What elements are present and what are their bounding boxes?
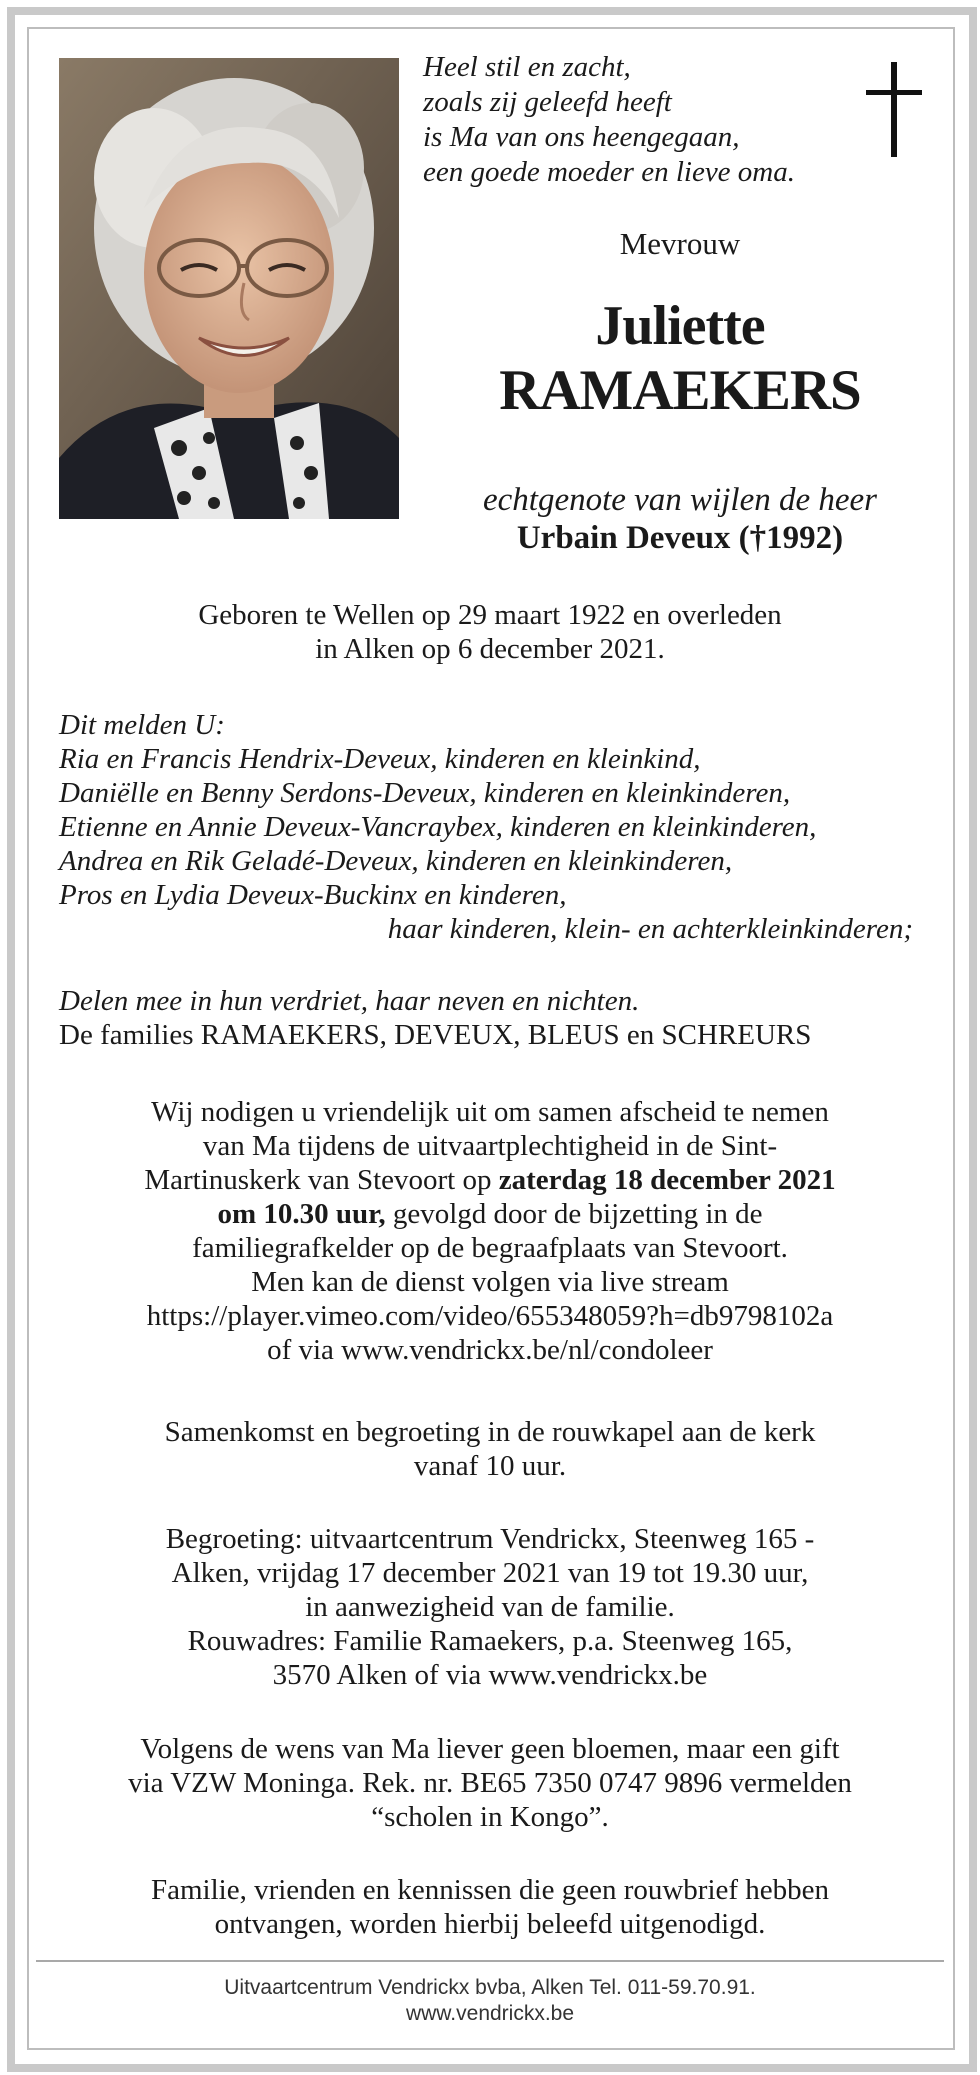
ceremony-text [40, 1095, 940, 1367]
portrait-photo [59, 58, 399, 519]
wishes-text [40, 1732, 940, 1834]
stream-link[interactable]: https://player.vimeo.com/video/655348059?h=db9798102a [146, 1300, 834, 1332]
text-line: Samenkomst en begroeting in de rouwkapel aan de kerk [164, 1416, 816, 1448]
announcer-line: Daniëlle en Benny Serdons-Deveux, kinderen en kleinkinderen, [59, 777, 791, 809]
text-line: Wij nodigen u vriendelijk uit om samen afscheid te nemen [151, 1096, 829, 1128]
spouse-block [420, 480, 940, 556]
poem [423, 50, 843, 190]
announcer-line: Etienne en Annie Deveux-Vancraybex, kinderen en kleinkinderen, [59, 811, 817, 843]
announcers-list [59, 708, 939, 946]
text-line: in aanwezigheid van de familie. [305, 1591, 675, 1623]
poem-line: een goede moeder en lieve oma. [423, 156, 796, 188]
deceased-name-block [420, 224, 940, 424]
condolence-link[interactable]: of via www.vendrickx.be/nl/condoleer [267, 1334, 713, 1366]
text-line: Volgens de wens van Ma liever geen bloemen, maar een gift [140, 1733, 840, 1765]
text-line: Begroeting: uitvaartcentrum Vendrickx, Steenweg 165 - [165, 1523, 815, 1555]
announcers-intro: Dit melden U: [59, 709, 225, 741]
text-line: Rouwadres: Familie Ramaekers, p.a. Steenweg 165, [187, 1625, 793, 1657]
portrait-illustration [59, 58, 399, 519]
relatives-text [59, 984, 939, 1052]
birth-death-text [40, 598, 940, 666]
text-line: 3570 Alken of via www.vendrickx.be [272, 1659, 708, 1691]
cross-icon [866, 62, 922, 157]
footer [36, 1975, 944, 2027]
spouse-intro: echtgenote van wijlen de heer [482, 482, 878, 518]
text-line: familiegrafkelder op de begraafplaats van Stevoort. [192, 1232, 788, 1264]
poem-line: is Ma van ons heengegaan, [423, 121, 740, 153]
text-line: in Alken op 6 december 2021. [315, 633, 665, 665]
families-line: De families RAMAEKERS, DEVEUX, BLEUS en SCHREURS [59, 1019, 812, 1051]
text-line: “scholen in Kongo”. [371, 1801, 609, 1833]
text-line [40, 1163, 940, 1197]
text-line: van Ma tijdens de uitvaartplechtigheid in de Sint- [202, 1130, 778, 1162]
relatives-italic: Delen mee in hun verdriet, haar neven en nichten. [59, 985, 640, 1017]
poem-line: zoals zij geleefd heeft [423, 86, 672, 118]
salutation: Mevrouw [619, 226, 741, 261]
announcer-line: Pros en Lydia Deveux-Buckinx en kinderen, [59, 879, 567, 911]
spouse-name: Urbain Deveux (†1992) [516, 520, 844, 556]
text-line: via VZW Moninga. Rek. nr. BE65 7350 0747 9896 vermelden [128, 1767, 852, 1799]
text-line: ontvangen, worden hierbij beleefd uitgenodigd. [214, 1908, 766, 1940]
gathering-text [40, 1415, 940, 1483]
footer-website-link[interactable]: www.vendrickx.be [405, 2002, 575, 2025]
first-name: Juliette [595, 295, 765, 357]
text-line: Geboren te Wellen op 29 maart 1922 en overleden [198, 599, 782, 631]
text-line [40, 1197, 940, 1231]
text-span: Martinuskerk van Stevoort op [144, 1164, 499, 1196]
announcer-line: Andrea en Rik Geladé-Deveux, kinderen en kleinkinderen, [59, 845, 733, 877]
text-line: vanaf 10 uur. [413, 1450, 567, 1482]
poem-line: Heel stil en zacht, [423, 51, 631, 83]
footer-contact: Uitvaartcentrum Vendrickx bvba, Alken Tel. 011-59.70.91. [224, 1976, 756, 1999]
footer-divider [36, 1960, 944, 1962]
text-line: Men kan de dienst volgen via live stream [251, 1266, 729, 1298]
ceremony-time: om 10.30 uur, [217, 1198, 386, 1230]
last-name: RAMAEKERS [499, 359, 861, 422]
announcers-closing: haar kinderen, klein- en achterkleinkinderen; [387, 913, 913, 945]
visitation-text [40, 1522, 940, 1692]
text-span: gevolgd door de bijzetting in de [385, 1198, 763, 1230]
text-line: Alken, vrijdag 17 december 2021 van 19 tot 19.30 uur, [171, 1557, 809, 1589]
ceremony-date: zaterdag 18 december 2021 [498, 1164, 836, 1196]
announcer-line: Ria en Francis Hendrix-Deveux, kinderen en kleinkind, [59, 743, 701, 775]
text-line: Familie, vrienden en kennissen die geen rouwbrief hebben [150, 1874, 830, 1906]
invitation-text [40, 1873, 940, 1941]
